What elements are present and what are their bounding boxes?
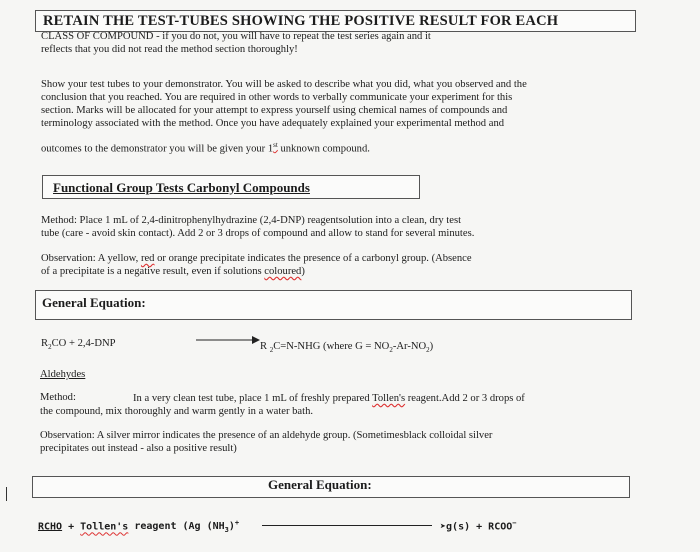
obs1-coloured: coloured <box>264 266 302 277</box>
eq2-right: ➤g(s) + RCOO− <box>440 519 517 533</box>
obs1-line2-post: ) <box>301 266 305 277</box>
obs1-line1-pre: Observation: A yellow, <box>41 253 141 264</box>
obs2-line1: Observation: A silver mirror indicates the presence of an aldehyde group. (Sometimesblack colloidal silver <box>40 430 493 441</box>
method2-line1-pre: In a very clean test tube, place 1 mL of freshly prepared <box>133 393 373 404</box>
obs1-line1 <box>41 252 472 265</box>
margin-mark <box>6 487 7 501</box>
eq2-tollens: Tollen's <box>80 521 129 533</box>
class-warning-line2: reflects that you did not read the method section thoroughly! <box>41 44 298 55</box>
obs1-line2-pre: of a precipitate is a negative result, even if solutions <box>41 266 265 277</box>
show-para-line5 <box>41 139 370 156</box>
obs1-line2 <box>41 265 305 278</box>
show-para-line1: Show your test tubes to your demonstrator. You will be asked to describe what you did, what you observed and the <box>41 79 527 90</box>
method2-line2: the compound, mix thoroughly and warm gently in a water bath. <box>40 406 314 417</box>
method2-tollens: Tollen's <box>372 393 406 404</box>
page-title: RETAIN THE TEST-TUBES SHOWING THE POSITIVE RESULT FOR EACH <box>43 13 559 29</box>
eq2-line <box>262 525 432 526</box>
eq1-arrow <box>196 335 260 345</box>
aldehydes-heading: Aldehydes <box>40 369 86 380</box>
show-para-line3: section. Marks will be allocated for your attempt to express yourself using chemical names of compounds and <box>41 105 508 116</box>
gen-eq1-label: General Equation: <box>42 295 146 310</box>
func-title: Functional Group Tests Carbonyl Compounds <box>53 180 310 195</box>
show-para-line5-pre: outcomes to the demonstrator you will be given your 1 <box>41 143 274 155</box>
eq2-arrow-icon: ➤ <box>440 521 447 533</box>
obs2-line2: precipitates out instead - also a positive result) <box>40 443 237 454</box>
show-para-line2: conclusion that you reached. You are required in other words to verbally communicate your experiment for this <box>41 92 513 103</box>
eq2-rcho: RCHO <box>38 521 63 533</box>
obs1-red: red <box>140 253 155 264</box>
eq1-right: R $_2$C=N-NHG (where $G = NO_2-Ar-NO_2$) <box>260 341 434 355</box>
method2-line1 <box>133 392 525 405</box>
show-para-line4: terminology associated with the method. Once you have adequately explained your experimental method and <box>41 118 505 129</box>
method2-line1-post: reagent.Add 2 or 3 drops of <box>405 393 525 404</box>
eq2-plus: + <box>62 521 81 533</box>
obs1-line1-post: or orange precipitate indicates the presence of a carbonyl group. (Absence <box>154 253 472 264</box>
eq1-left: $R_2CO + 2,4-DNP$ <box>41 338 116 352</box>
ordinal-suffix: st <box>273 141 278 149</box>
method1-line2: tube (care - avoid skin contact). Add 2 or 3 drops of compound and allow to stand for several minutes. <box>41 228 475 239</box>
eq2-reagent: reagent (Ag $(NH_3)$ <box>128 521 235 535</box>
class-warning-line1: CLASS OF COMPOUND - if you do not, you will have to repeat the test series again and it <box>41 31 431 42</box>
gen-eq2-label: General Equation: <box>268 477 372 492</box>
eq2-left <box>38 517 239 538</box>
show-para-line5-post: unknown compound. <box>277 143 370 155</box>
method1-line1: Method: Place 1 mL of 2,4-dinitrophenylhydrazine (2,4-DNP) reagentsolution into a clean, dry test <box>41 215 462 226</box>
eq2-anion-charge: − <box>512 519 517 527</box>
method2-label: Method: <box>40 392 76 403</box>
eq2-charge: + <box>234 519 240 527</box>
